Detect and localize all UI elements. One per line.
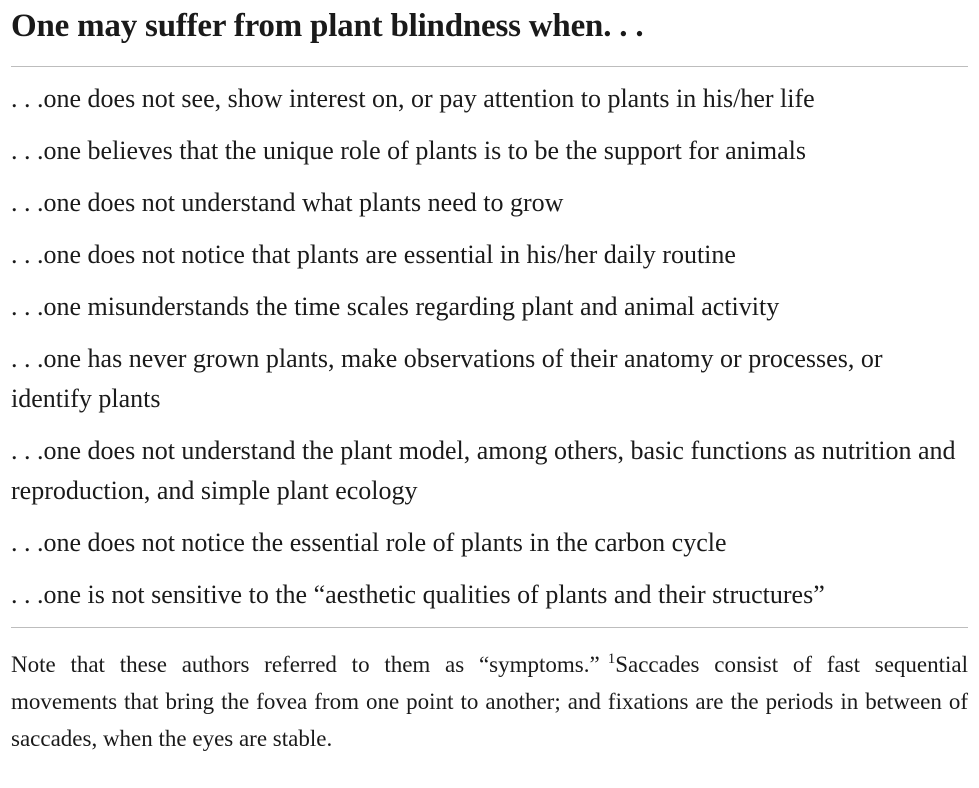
table-row: . . .one does not see, show interest on, or pay attention to plants in his/her life: [11, 84, 815, 113]
footnote-note-text: Note that these authors referred to them as “symptoms.”: [11, 652, 600, 677]
footnote-marker: 1: [607, 651, 616, 668]
footnote-saccades-text: Saccades consist of fast sequential movements that bring the fovea from one point to another; and fixations are the periods in between of saccades, when the eyes are stable.: [11, 652, 968, 751]
table-rows: [11, 67, 968, 615]
table-row: . . .one does not notice that plants are essential in his/her daily routine: [11, 240, 736, 269]
table-row: . . .one is not sensitive to the “aesthetic qualities of plants and their structures”: [11, 580, 825, 609]
table-row: . . .one believes that the unique role of plants is to be the support for animals: [11, 136, 806, 165]
table-footnote: [11, 628, 968, 757]
table-row: . . .one does not understand what plants need to grow: [11, 188, 564, 217]
table-row: . . .one does not understand the plant model, among others, basic functions as nutrition and reproduction, and simple plant ecology: [11, 436, 956, 505]
table-row: . . .one misunderstands the time scales regarding plant and animal activity: [11, 292, 780, 321]
table-row: . . .one does not notice the essential role of plants in the carbon cycle: [11, 528, 727, 557]
table-title: One may suffer from plant blindness when. . .: [11, 8, 644, 44]
table-row: . . .one has never grown plants, make observations of their anatomy or processes, or identify plants: [11, 344, 883, 413]
